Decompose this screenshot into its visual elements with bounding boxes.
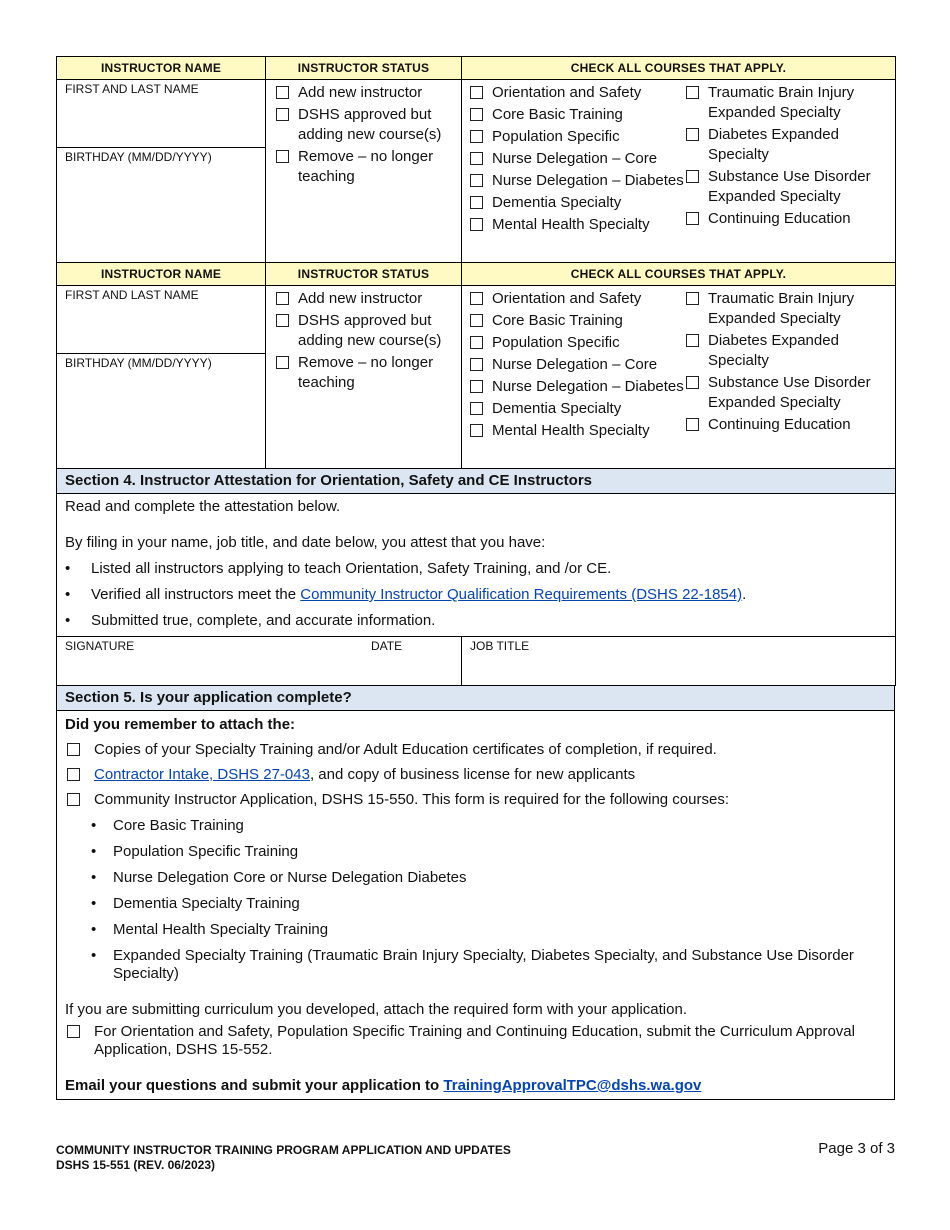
checkbox[interactable] [470,196,483,209]
checkbox[interactable] [686,212,699,225]
col-instructor-status: INSTRUCTOR STATUS [266,263,462,286]
course-option[interactable]: Continuing Education [686,415,887,435]
col-courses: CHECK ALL COURSES THAT APPLY. [462,57,896,80]
course-option[interactable]: Nurse Delegation – Diabetes [470,171,686,191]
first-last-label: FIRST AND LAST NAME [65,82,199,96]
contractor-intake-link[interactable]: Contractor Intake, DSHS 27-043 [94,766,310,783]
checkbox[interactable] [470,108,483,121]
course-option[interactable]: Dementia Specialty [470,399,686,419]
first-last-name-field[interactable] [57,80,265,148]
checkbox[interactable] [686,128,699,141]
courses-cell [462,286,896,469]
date-label: DATE [371,639,403,653]
section-5-table [56,685,895,1100]
course-option[interactable]: Population Specific [470,333,686,353]
course-option[interactable]: Mental Health Specialty [470,421,686,441]
col-courses: CHECK ALL COURSES THAT APPLY. [462,263,896,286]
status-option[interactable]: Remove – no longer teaching [276,147,451,187]
required-courses-list [91,817,886,983]
checkbox[interactable] [470,314,483,327]
course-option[interactable]: Orientation and Safety [470,83,686,103]
instructor-table-1 [56,56,896,469]
instructor-name-cell [57,286,266,469]
birthday-field[interactable] [57,148,265,166]
list-item: • Population Specific Training [91,843,299,860]
checkbox[interactable] [686,334,699,347]
checkbox[interactable] [276,356,289,369]
signature-label: SIGNATURE [65,639,135,653]
status-option[interactable]: Add new instructor [276,289,451,309]
attestation-bullet: • Listed all instructors applying to teach Orientation, Safety Training, and /or CE. [65,560,612,577]
course-option[interactable]: Mental Health Specialty [470,215,686,235]
status-option[interactable]: DSHS approved but adding new course(s) [276,311,451,351]
course-option[interactable]: Population Specific [470,127,686,147]
course-option[interactable]: Nurse Delegation – Core [470,355,686,375]
section-4-title: Section 4. Instructor Attestation for Orientation, Safety and CE Instructors [57,469,896,494]
course-option[interactable]: Diabetes Expanded Specialty [686,331,887,371]
attestation-bullet: • Verified all instructors meet the Community Instructor Qualification Requirements (DSHS 22-1854). [65,586,747,603]
list-item: • Dementia Specialty Training [91,895,300,912]
attestation-intro: Read and complete the attestation below. [65,498,341,515]
status-option[interactable]: Add new instructor [276,83,451,103]
instructor-status-cell [266,80,462,263]
course-option[interactable]: Core Basic Training [470,311,686,331]
signature-date-cell[interactable] [57,637,462,686]
checkbox[interactable] [470,218,483,231]
curriculum-note: If you are submitting curriculum you developed, attach the required form with your application. [65,1001,687,1018]
checkbox[interactable] [686,292,699,305]
remember-heading: Did you remember to attach the: [65,716,296,733]
col-instructor-name: INSTRUCTOR NAME [57,57,266,80]
checkbox[interactable] [470,292,483,305]
course-option[interactable]: Traumatic Brain Injury Expanded Specialty [686,83,887,123]
checkbox[interactable] [470,152,483,165]
col-instructor-name: INSTRUCTOR NAME [57,263,266,286]
checkbox[interactable] [470,402,483,415]
first-last-name-field[interactable] [57,286,265,354]
checkbox[interactable] [276,108,289,121]
birthday-label: BIRTHDAY (MM/DD/YYYY) [65,150,212,164]
checkbox[interactable] [67,743,80,756]
course-option[interactable]: Substance Use Disorder Expanded Specialty [686,373,887,413]
course-option[interactable]: Diabetes Expanded Specialty [686,125,887,165]
attestation-bullet: • Submitted true, complete, and accurate information. [65,612,436,629]
checkbox[interactable] [686,418,699,431]
checkbox[interactable] [276,86,289,99]
form-page [56,56,895,1100]
checkbox[interactable] [686,170,699,183]
list-item: • Nurse Delegation Core or Nurse Delegation Diabetes [91,869,467,886]
list-item: • Mental Health Specialty Training [91,921,329,938]
job-title-label: JOB TITLE [470,639,530,653]
attachment-item[interactable]: For Orientation and Safety, Population Specific Training and Continuing Education, submit the Curriculum Approval Application, DSHS 15-552. [65,1023,886,1059]
checkbox[interactable] [686,86,699,99]
page-footer [56,1140,895,1173]
checkbox[interactable] [470,424,483,437]
attachment-item[interactable]: Copies of your Specialty Training and/or Adult Education certificates of completion, if required. [65,741,886,759]
first-last-label: FIRST AND LAST NAME [65,288,199,302]
course-option[interactable]: Core Basic Training [470,105,686,125]
status-option[interactable]: DSHS approved but adding new course(s) [276,105,451,145]
checkbox[interactable] [67,793,80,806]
course-option[interactable]: Continuing Education [686,209,887,229]
checkbox[interactable] [470,336,483,349]
course-option[interactable]: Nurse Delegation – Diabetes [470,377,686,397]
birthday-field[interactable] [57,354,265,372]
checkbox[interactable] [276,292,289,305]
checkbox[interactable] [686,376,699,389]
checkbox[interactable] [276,314,289,327]
instructor-name-cell [57,80,266,263]
instructor-status-cell [266,286,462,469]
email-line: Email your questions and submit your application to TrainingApprovalTPC@dshs.wa.gov [65,1077,702,1094]
course-option[interactable]: Traumatic Brain Injury Expanded Specialty [686,289,887,329]
footer-title: COMMUNITY INSTRUCTOR TRAINING PROGRAM APPLICATION AND UPDATES [56,1143,511,1157]
attachment-item[interactable]: Contractor Intake, DSHS 27-043, and copy of business license for new applicants [65,766,886,784]
birthday-label: BIRTHDAY (MM/DD/YYYY) [65,356,212,370]
section-5-body [57,711,895,1100]
section-5-title: Section 5. Is your application complete? [57,686,895,711]
job-title-field[interactable] [462,637,896,686]
courses-cell [462,80,896,263]
checkbox[interactable] [470,130,483,143]
list-item: • Expanded Specialty Training (Traumatic Brain Injury Specialty, Diabetes Specialty, and Substance Use Disorder Specialty) [91,947,854,982]
checkbox[interactable] [276,150,289,163]
email-link[interactable]: TrainingApprovalTPC@dshs.wa.gov [443,1077,702,1094]
checkbox[interactable] [67,768,80,781]
checkbox[interactable] [470,380,483,393]
course-option[interactable]: Orientation and Safety [470,289,686,309]
status-option[interactable]: Remove – no longer teaching [276,353,451,393]
checkbox[interactable] [470,86,483,99]
course-option[interactable]: Nurse Delegation – Core [470,149,686,169]
course-option[interactable]: Substance Use Disorder Expanded Specialty [686,167,887,207]
section-4-table [56,468,896,686]
page-number: Page 3 of 3 [818,1140,895,1157]
qualification-requirements-link[interactable]: Community Instructor Qualification Requirements (DSHS 22-1854) [300,586,743,603]
checkbox[interactable] [470,358,483,371]
footer-form-number: DSHS 15-551 (REV. 06/2023) [56,1158,215,1172]
list-item: • Core Basic Training [91,817,244,834]
checkbox[interactable] [67,1025,80,1038]
col-instructor-status: INSTRUCTOR STATUS [266,57,462,80]
course-option[interactable]: Dementia Specialty [470,193,686,213]
attestation-body [57,494,896,637]
checkbox[interactable] [470,174,483,187]
attestation-lead: By filing in your name, job title, and date below, you attest that you have: [65,534,546,551]
attachment-item[interactable]: Community Instructor Application, DSHS 15-550. This form is required for the following courses: [65,791,886,809]
